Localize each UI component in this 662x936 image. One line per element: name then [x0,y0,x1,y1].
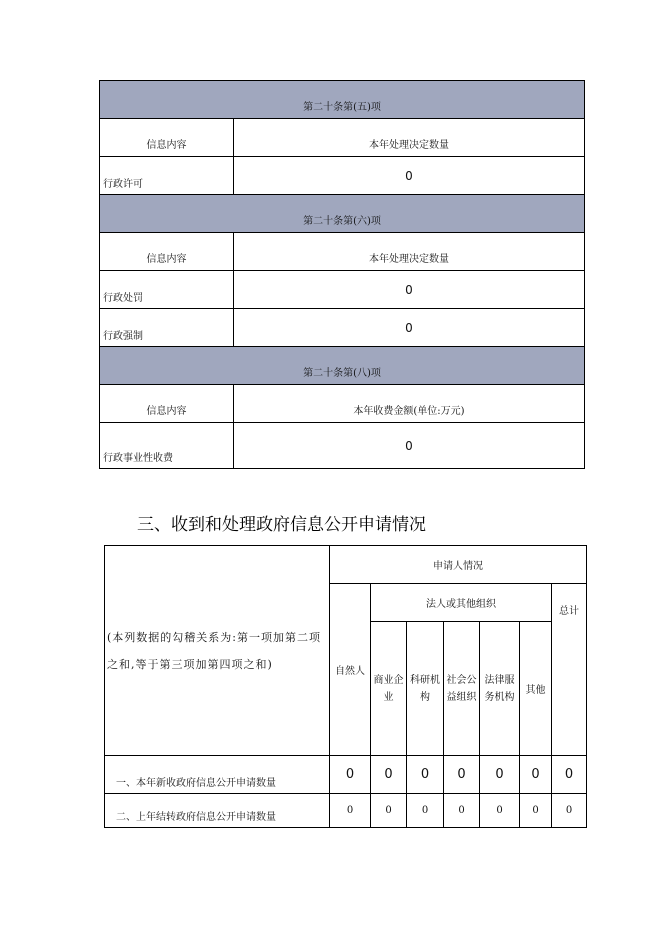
value-public-welfare: 0 [444,756,480,794]
value-commercial: 0 [371,756,407,794]
column-header-count: 本年处理决定数量 [234,119,585,157]
disclosure-stats-table [99,80,585,469]
legal-org-header: 法人或其他组织 [371,584,552,622]
value-total: 0 [552,794,587,828]
section-header: 第二十条第(五)项 [100,81,585,119]
column-header-info: 信息内容 [100,119,234,157]
row-label: 一、本年新收政府信息公开申请数量 [105,756,330,794]
row-value: 0 [234,271,585,309]
value-other: 0 [520,794,552,828]
reconciliation-note: (本列数据的勾稽关系为:第一项加第二项之和,等于第三项加第四项之和) [105,546,330,756]
org-type-other: 其他 [520,622,552,756]
section-header: 第二十条第(八)项 [100,347,585,385]
org-type-commercial: 商业企业 [371,622,407,756]
row-value: 0 [234,309,585,347]
value-natural-person: 0 [330,756,371,794]
row-value: 0 [234,157,585,195]
value-other: 0 [520,756,552,794]
table-row [105,794,587,828]
table-row [100,309,585,347]
row-label: 行政处罚 [100,271,234,309]
column-header-row [100,233,585,271]
row-label: 行政许可 [100,157,234,195]
application-stats-table [104,545,587,828]
column-header-info: 信息内容 [100,233,234,271]
table-row [100,271,585,309]
section-header: 第二十条第(六)项 [100,195,585,233]
org-type-legal-service: 法律服务机构 [480,622,520,756]
column-header-info: 信息内容 [100,385,234,423]
org-type-public-welfare: 社会公益组织 [444,622,480,756]
table-row [100,423,585,469]
value-commercial: 0 [371,794,407,828]
value-legal-service: 0 [480,756,520,794]
value-total: 0 [552,756,587,794]
section-header-row [100,195,585,233]
org-type-research: 科研机构 [407,622,444,756]
row-label: 行政强制 [100,309,234,347]
value-research: 0 [407,756,444,794]
section-header-row [100,81,585,119]
applicant-header: 申请人情况 [330,546,587,584]
natural-person-header: 自然人 [330,584,371,756]
value-natural-person: 0 [330,794,371,828]
value-research: 0 [407,794,444,828]
section-header-row [100,347,585,385]
total-header: 总计 [552,584,587,756]
section-title: 三、收到和处理政府信息公开申请情况 [137,515,426,535]
column-header-row [100,385,585,423]
table-row [105,756,587,794]
value-legal-service: 0 [480,794,520,828]
column-header-row [100,119,585,157]
table-row [100,157,585,195]
row-label: 行政事业性收费 [100,423,234,469]
column-header-count: 本年处理决定数量 [234,233,585,271]
column-header-amount: 本年收费金额(单位:万元) [234,385,585,423]
value-public-welfare: 0 [444,794,480,828]
header-row [105,546,587,584]
row-value: 0 [234,423,585,469]
row-label: 二、上年结转政府信息公开申请数量 [105,794,330,828]
